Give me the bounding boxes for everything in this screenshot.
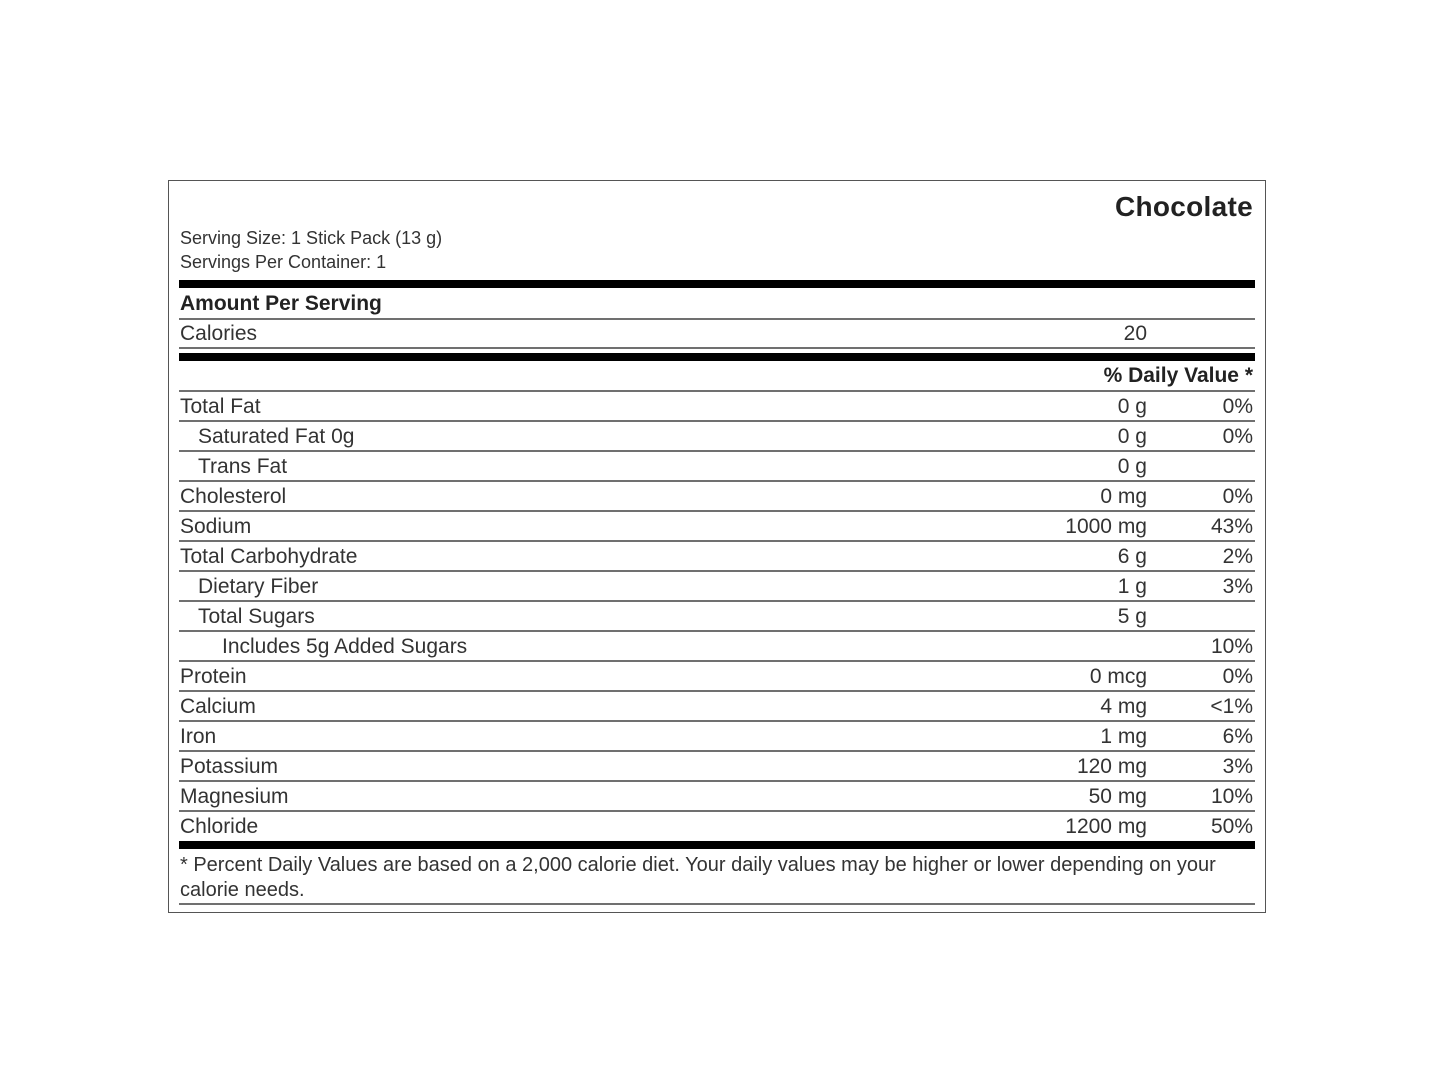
nutrient-name: Sodium <box>180 515 252 538</box>
nutrient-name: Includes 5g Added Sugars <box>222 635 468 658</box>
nutrient-daily-value: 0% <box>1222 665 1253 688</box>
nutrition-facts-inner <box>179 181 1255 912</box>
nutrient-daily-value: <1% <box>1210 695 1253 718</box>
nutrient-row <box>179 812 1255 842</box>
nutrient-amount: 6 g <box>1117 545 1147 568</box>
nutrient-amount: 5 g <box>1117 605 1147 628</box>
nutrient-row <box>179 662 1255 692</box>
nutrient-daily-value: 50% <box>1210 815 1253 838</box>
nutrient-row <box>179 632 1255 662</box>
amount-per-serving-heading: Amount Per Serving <box>180 292 382 315</box>
daily-value-header: % Daily Value * <box>1103 364 1253 387</box>
nutrient-amount: 50 mg <box>1088 785 1147 808</box>
daily-value-footnote: * Percent Daily Values are based on a 2,000 calorie diet. Your daily values may be higher or lower depending on your calorie needs. <box>180 854 1216 901</box>
nutrient-daily-value: 3% <box>1222 755 1253 778</box>
nutrient-row <box>179 422 1255 452</box>
nutrient-daily-value: 0% <box>1222 485 1253 508</box>
nutrient-amount: 0 g <box>1117 395 1147 418</box>
divider <box>179 347 1255 349</box>
nutrient-row <box>179 782 1255 812</box>
thick-divider-bottom <box>179 841 1255 849</box>
nutrient-name: Total Fat <box>180 395 261 418</box>
nutrient-amount: 0 mg <box>1100 485 1147 508</box>
calories-value: 20 <box>1123 322 1147 345</box>
nutrient-name: Magnesium <box>180 785 289 808</box>
nutrient-name: Protein <box>180 665 247 688</box>
serving-size: Serving Size: 1 Stick Pack (13 g) <box>180 228 443 248</box>
nutrient-row <box>179 452 1255 482</box>
nutrient-daily-value: 3% <box>1222 575 1253 598</box>
nutrient-row <box>179 542 1255 572</box>
nutrient-name: Iron <box>180 725 217 748</box>
nutrient-amount: 4 mg <box>1100 695 1147 718</box>
calories-label: Calories <box>180 322 258 345</box>
nutrition-facts-panel <box>168 180 1266 913</box>
nutrient-name: Calcium <box>180 695 256 718</box>
nutrient-row <box>179 692 1255 722</box>
thick-divider-calories <box>179 353 1255 361</box>
nutrient-amount: 1 mg <box>1100 725 1147 748</box>
nutrient-daily-value: 2% <box>1222 545 1253 568</box>
nutrient-daily-value: 43% <box>1210 515 1253 538</box>
flavor-title: Chocolate <box>1114 191 1253 222</box>
nutrient-name: Total Sugars <box>198 605 315 628</box>
nutrient-amount: 0 mcg <box>1089 665 1147 688</box>
nutrient-name: Cholesterol <box>180 485 287 508</box>
servings-per-container: Servings Per Container: 1 <box>180 252 387 272</box>
divider <box>179 318 1255 320</box>
nutrient-name: Total Carbohydrate <box>180 545 358 568</box>
nutrient-row <box>179 512 1255 542</box>
nutrient-name: Saturated Fat 0g <box>198 425 355 448</box>
nutrient-daily-value: 0% <box>1222 395 1253 418</box>
nutrient-amount: 0 g <box>1117 455 1147 478</box>
thick-divider-top <box>179 280 1255 288</box>
nutrient-name: Potassium <box>180 755 279 778</box>
nutrient-name: Dietary Fiber <box>198 575 319 598</box>
nutrient-name: Trans Fat <box>198 455 288 478</box>
nutrient-amount: 1 g <box>1117 575 1147 598</box>
divider-footnote <box>179 903 1255 905</box>
nutrient-row <box>179 392 1255 422</box>
nutrient-amount: 1200 mg <box>1065 815 1147 838</box>
nutrient-row <box>179 722 1255 752</box>
nutrient-daily-value: 0% <box>1222 425 1253 448</box>
nutrient-row <box>179 482 1255 512</box>
nutrient-row <box>179 602 1255 632</box>
nutrient-daily-value: 6% <box>1222 725 1253 748</box>
nutrient-amount: 120 mg <box>1076 755 1147 778</box>
nutrient-row <box>179 572 1255 602</box>
nutrient-daily-value: 10% <box>1210 635 1253 658</box>
nutrient-amount: 0 g <box>1117 425 1147 448</box>
nutrient-name: Chloride <box>180 815 259 838</box>
nutrient-row <box>179 752 1255 782</box>
nutrient-daily-value: 10% <box>1210 785 1253 808</box>
nutrient-amount: 1000 mg <box>1065 515 1147 538</box>
